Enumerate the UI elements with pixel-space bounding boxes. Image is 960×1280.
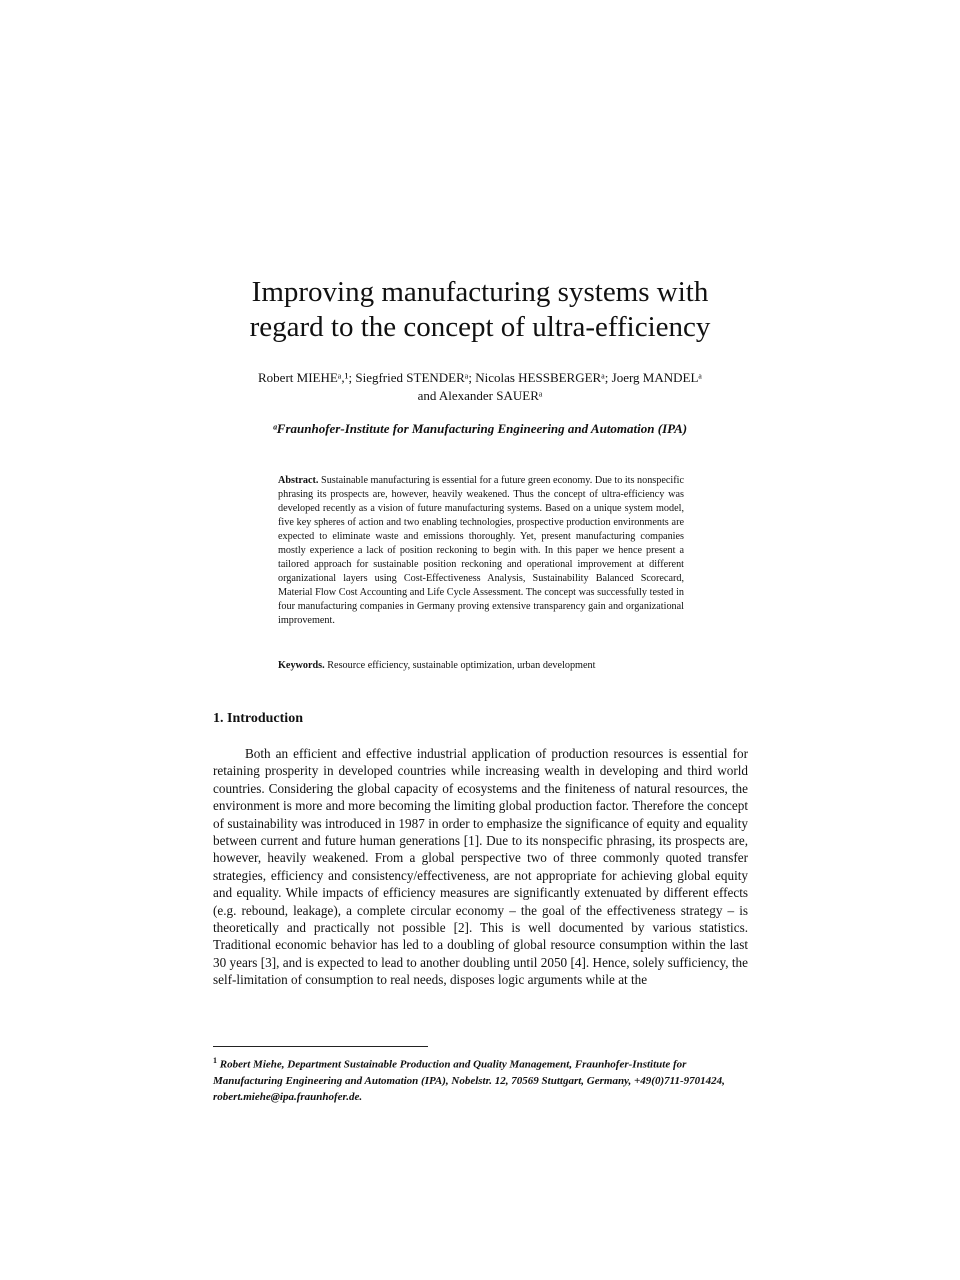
intro-paragraph: Both an efficient and effective industrial application of production resources is essential for retaining prosperity in developed countries while increasing wealth in developing and third world countries. Considering the global capacity of ecosystems and the finiteness of natural resources, the environment is more and more becoming the limiting global production factor. Therefore the concept of sustainability was introduced in 1987 in order to emphasize the significance of equity and equality between current and future human generations [1]. Due to its nonspecific phrasing, its prospects are, however, heavily weakened. From a global perspective two of three commonly quoted transfer strategies, efficiency and consistency/effectiveness, are not appropriate for achieving global equity and equality. While impacts of efficiency measures are significantly extenuated by different effects (e.g. rebound, leakage), a complete circular economy – the goal of the effectiveness strategy – is theoretically and practically not possible [2]. This is well documented by various statistics. Traditional economic behavior has led to a doubling of global resource consumption within the last 30 years [3], and is expected to lead to another doubling until 2050 [4]. Hence, solely sufficiency, the self-limitation of consumption to real needs, disposes logic arguments while at the: [213, 746, 748, 988]
keywords-text: Resource efficiency, sustainable optimization, urban development: [324, 660, 596, 671]
authors-line-2: and Alexander SAUERᵃ: [417, 388, 543, 403]
author-list: [200, 369, 760, 405]
footnote: [213, 1053, 748, 1105]
section-heading: 1. Introduction: [213, 711, 303, 726]
authors-line-1: Robert MIEHEᵃ,¹; Siegfried STENDERᵃ; Nicolas HESSBERGERᵃ; Joerg MANDELᵃ: [258, 370, 702, 385]
paper-title: [0, 275, 960, 345]
affiliation: ᵃFraunhofer-Institute for Manufacturing Engineering and Automation (IPA): [272, 421, 688, 436]
title-line-1: Improving manufacturing systems with: [251, 276, 709, 308]
keywords: [278, 660, 684, 671]
abstract-text: Sustainable manufacturing is essential for a future green economy. Due to its nonspecific phrasing its prospects are, however, heavily weakened. Thus the concept of ultra-efficiency was developed recently as a vision of future manufacturing systems. Based on a unique system model, five key spheres of action and two enabling technologies, prospective production environments are expected to eliminate waste and emissions thoroughly. Yet, present manufacturing companies mostly experience a lack of position reckoning to begin with. In this paper we hence present a tailored approach for sustainable position reckoning and operational improvement at different organizational layers using Cost-Effectiveness Analysis, Sustainability Balanced Scorecard, Material Flow Cost Accounting and Life Cycle Assessment. The concept was successfully tested in four manufacturing companies in Germany proving extensive transparency gain and organizational improvement.: [278, 475, 684, 626]
footnote-rule: [213, 1046, 428, 1047]
keywords-label: Keywords.: [278, 660, 325, 671]
title-line-2: regard to the concept of ultra-efficiency: [249, 311, 711, 343]
abstract: [278, 474, 684, 628]
abstract-label: Abstract.: [278, 475, 319, 486]
footnote-text: Robert Miehe, Department Sustainable Production and Quality Management, Fraunhofer-Institute for Manufacturing Engineering and Automation (IPA), Nobelstr. 12, 70569 Stuttgart, Germany, +49(0)711-9701424, robert.miehe@ipa.fraunhofer.de.: [213, 1058, 725, 1103]
footnote-mark: 1: [213, 1056, 217, 1065]
